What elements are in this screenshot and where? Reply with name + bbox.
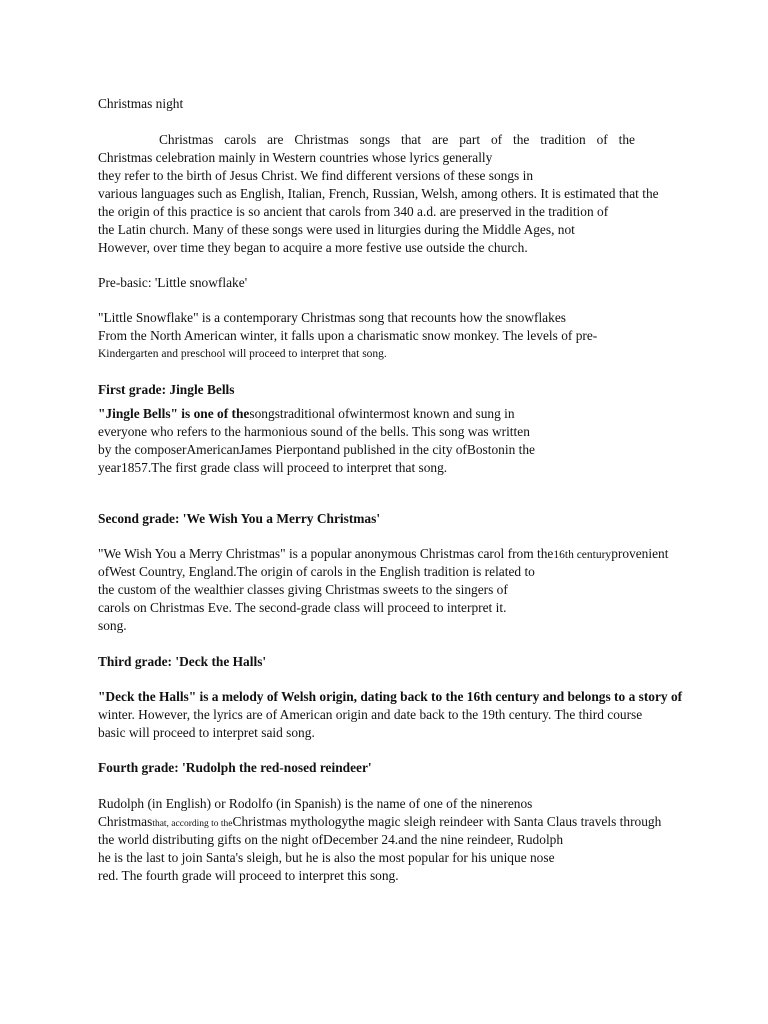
fourth-grade-line-part: Christmas	[98, 814, 153, 829]
prebasic-line: "Little Snowflake" is a contemporary Christmas song that recounts how the snowflakes	[98, 310, 566, 325]
fourth-grade-line: Rudolph (in English) or Rodolfo (in Spanish) is the name of one of the ninerenos	[98, 796, 533, 811]
first-grade-line: year1857.The first grade class will proceed to interpret that song.	[98, 460, 448, 475]
fourth-grade-line: the world distributing gifts on the night ofDecember 24.and the nine reindeer, Rudolph	[98, 832, 564, 847]
prebasic-heading: Pre-basic: 'Little snowflake'	[98, 275, 248, 290]
first-grade-heading: First grade: Jingle Bells	[98, 382, 235, 397]
fourth-grade-heading: Fourth grade: 'Rudolph the red-nosed reindeer'	[98, 760, 372, 775]
first-grade-line: everyone who refers to the harmonious sound of the bells. This song was written	[98, 424, 530, 439]
second-grade-line: the custom of the wealthier classes giving Christmas sweets to the singers of	[98, 582, 508, 597]
first-grade-lead-rest: songstraditional ofwintermost known and sung in	[249, 406, 515, 421]
intro-line: the Latin church. Many of these songs were used in liturgies during the Middle Ages, not	[98, 222, 575, 237]
fourth-grade-line-part: that, according to the	[152, 819, 233, 829]
intro-line: Christmas celebration mainly in Western countries whose lyrics generally	[98, 150, 493, 165]
third-grade-line: basic will proceed to interpret said song.	[98, 725, 315, 740]
second-grade-line: ofWest Country, England.The origin of carols in the English tradition is related to	[98, 564, 535, 579]
fourth-grade-line-part: Christmas mythology	[232, 814, 349, 829]
first-grade-line: by the composerAmericanJames Pierpontand published in the city ofBostonin the	[98, 442, 535, 457]
document-title: Christmas night	[98, 96, 184, 111]
second-grade-line-part: "We Wish You a Merry Christmas" is a popular anonymous Christmas carol from the	[98, 546, 554, 561]
fourth-grade-line: he is the last to join Santa's sleigh, but he is also the most popular for his unique nose	[98, 850, 555, 865]
prebasic-line: Kindergarten and preschool will proceed to interpret that song.	[98, 348, 387, 360]
fourth-grade-line: red. The fourth grade will proceed to interpret this song.	[98, 868, 399, 883]
second-grade-line: song.	[98, 618, 127, 633]
intro-line: various languages such as English, Italian, French, Russian, Welsh, among others. It is estimated that the	[98, 186, 659, 201]
second-grade-line-part: provenient	[611, 546, 669, 561]
third-grade-line: "Deck the Halls" is a melody of Welsh origin, dating back to the 16th century and belongs to a story of	[98, 689, 683, 704]
first-grade-line	[98, 405, 515, 423]
intro-line: However, over time they began to acquire a more festive use outside the church.	[98, 240, 528, 255]
first-grade-bold-lead: "Jingle Bells" is one of the	[98, 406, 250, 421]
intro-line: the origin of this practice is so ancient that carols from 340 a.d. are preserved in the tradition of	[98, 204, 609, 219]
second-grade-line	[98, 545, 668, 564]
second-grade-heading: Second grade: 'We Wish You a Merry Christmas'	[98, 511, 381, 526]
intro-line: they refer to the birth of Jesus Christ. We find different versions of these songs in	[98, 168, 534, 183]
prebasic-line: From the North American winter, it falls upon a charismatic snow monkey. The levels of pre-	[98, 328, 598, 343]
fourth-grade-line	[98, 813, 661, 833]
fourth-grade-line-part: the magic sleigh reindeer with Santa Claus travels through	[348, 814, 662, 829]
intro-line: Christmas carols are Christmas songs that are part of the tradition of the	[159, 132, 635, 147]
third-grade-line: winter. However, the lyrics are of American origin and date back to the 19th century. The third course	[98, 707, 643, 722]
second-grade-line-part: 16th century	[553, 549, 612, 561]
third-grade-heading: Third grade: 'Deck the Halls'	[98, 654, 267, 669]
second-grade-line: carols on Christmas Eve. The second-grade class will proceed to interpret it.	[98, 600, 507, 615]
